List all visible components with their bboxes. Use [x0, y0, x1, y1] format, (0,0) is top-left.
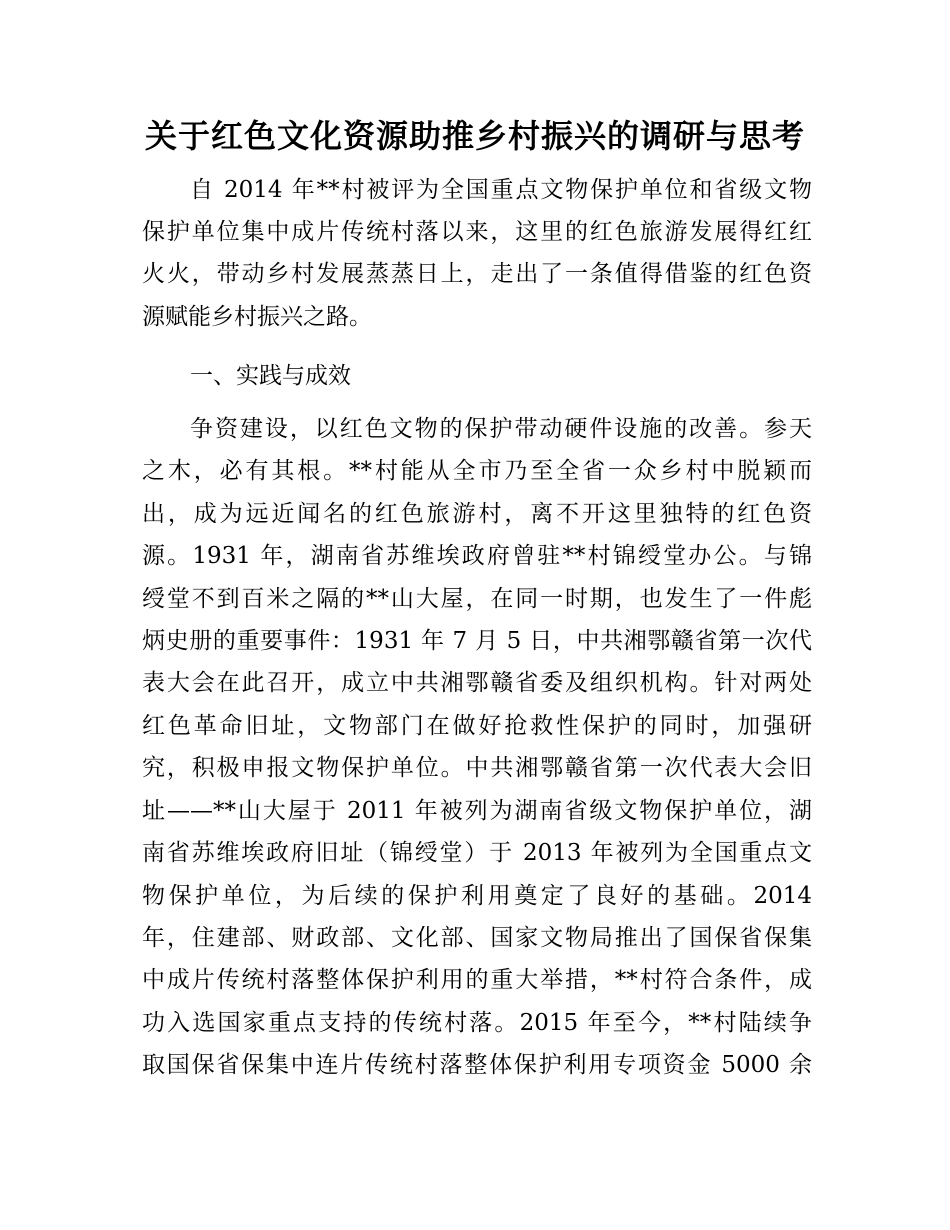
paragraph-line: 取国保省保集中连片传统村落整体保护利用专项资金 5000 余	[142, 1052, 812, 1078]
paragraph-line: 物保护单位，为后续的保护利用奠定了良好的基础。2014	[142, 883, 812, 909]
paragraph-line: 究，积极申报文物保护单位。中共湘鄂赣省第一次代表大会旧	[142, 755, 812, 781]
paragraph-line: 火火，带动乡村发展蒸蒸日上，走出了一条值得借鉴的红色资	[142, 261, 812, 287]
paragraph-line: 南省苏维埃政府旧址（锦绶堂）于 2013 年被列为全国重点文	[142, 840, 812, 866]
paragraph-line: 中成片传统村落整体保护利用的重大举措，**村符合条件，成	[142, 967, 812, 993]
section-heading: 一、实践与成效	[190, 363, 351, 389]
paragraph-line: 绶堂不到百米之隔的**山大屋，在同一时期，也发生了一件彪	[142, 586, 812, 612]
paragraph-line: 源赋能乡村振兴之路。	[142, 304, 372, 330]
paragraph-line: 炳史册的重要事件：1931 年 7 月 5 日，中共湘鄂赣省第一次代	[142, 628, 812, 654]
paragraph-line: 红色革命旧址，文物部门在做好抢救性保护的同时，加强研	[142, 713, 812, 739]
document-title: 关于红色文化资源助推乡村振兴的调研与思考	[144, 117, 805, 155]
paragraph-line: 争资建设，以红色文物的保护带动硬件设施的改善。参天	[190, 416, 812, 442]
paragraph-line: 保护单位集中成片传统村落以来，这里的红色旅游发展得红红	[142, 219, 812, 245]
paragraph-line: 之木，必有其根。**村能从全市乃至全省一众乡村中脱颖而	[142, 458, 812, 484]
paragraph-line: 自 2014 年**村被评为全国重点文物保护单位和省级文物	[190, 177, 812, 203]
paragraph-line: 址——**山大屋于 2011 年被列为湖南省级文物保护单位，湖	[142, 798, 812, 824]
paragraph-line: 源。1931 年，湖南省苏维埃政府曾驻**村锦绶堂办公。与锦	[142, 543, 812, 569]
paragraph-line: 出，成为远近闻名的红色旅游村，离不开这里独特的红色资	[142, 501, 812, 527]
paragraph-line: 功入选国家重点支持的传统村落。2015 年至今，**村陆续争	[142, 1010, 812, 1036]
paragraph-line: 年，住建部、财政部、文化部、国家文物局推出了国保省保集	[142, 925, 812, 951]
paragraph-line: 表大会在此召开，成立中共湘鄂赣省委及组织机构。针对两处	[142, 670, 812, 696]
